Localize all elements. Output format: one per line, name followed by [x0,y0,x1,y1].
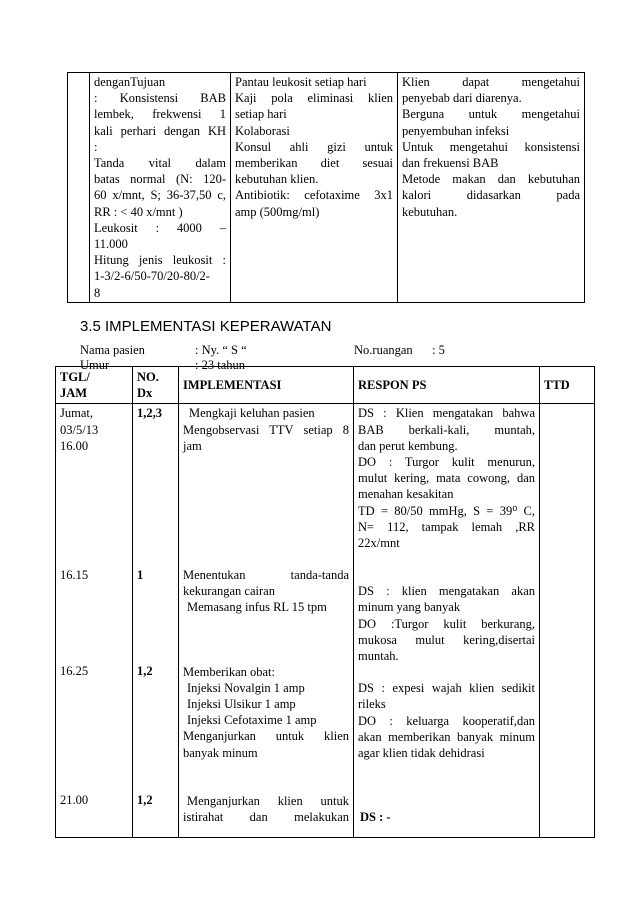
time-line: 21.00 [60,793,89,808]
text-line: Mengkaji keluhan pasien [189,406,315,421]
text-line: 22x/mnt [358,536,400,551]
date-time-cell [56,404,133,838]
text-line: Hitung jenis leukosit : [94,253,226,268]
text-line: penyebab dari diarenya. [402,91,522,106]
text-line: jam [183,438,202,453]
text-line: rileks [358,697,386,712]
dx-number: 1,2 [137,793,153,808]
text-line: Memasang infus RL 15 tpm [187,600,327,615]
header-dx: Dx [137,386,153,401]
patient-name-value: : Ny. “ S “ [195,343,247,357]
text-line: Leukosit : 4000 – [94,220,226,235]
text-line: Memberikan obat: [183,664,275,679]
age-label: Umur [80,358,110,372]
room-label: No.ruangan [354,343,413,357]
patient-name-label: Nama pasien [80,343,145,357]
text-line: Menentukan tanda-tanda [183,568,349,583]
text-line: 60 x/mnt, S; 36-37,50 c, [94,188,226,203]
header-ttd: TTD [540,367,595,404]
date-line: Jumat, [60,406,93,421]
time-line: 16.15 [60,568,89,583]
text-line: 11.000 [94,237,128,252]
text-line: TD = 80/50 mmHg, S = 39⁰ C, [358,503,535,518]
text-line: Kolaborasi [235,123,290,138]
text-line: : Konsistensi BAB [94,91,226,106]
text-line: DS : - [360,810,391,825]
text-line: Mengobservasi TTV setiap 8 [183,422,349,437]
text-line: kali perhari dengan KH [94,123,226,138]
text-line: setiap hari [235,107,287,122]
text-line: Injeksi Ulsikur 1 amp [187,697,296,712]
response-cell [354,404,540,838]
text-line: Antibiotik: cefotaxime 3x1 [235,188,393,203]
text-line: kalori didasarkan pada [402,188,580,203]
text-line: kekurangan cairan [183,584,275,599]
text-line: kebutuhan klien. [235,172,319,187]
date-line: 03/5/13 [60,422,99,437]
intervention-cell [231,73,398,303]
time-line: 16.25 [60,664,89,679]
text-line: 8 [94,285,101,300]
age-value: : 23 tahun [195,358,245,372]
dx-number: 1,2,3 [137,406,162,421]
text-line: DS : Klien mengatakan bahwa [358,406,535,421]
text-line: DO : Turgor kulit menurun, [358,455,535,470]
implementation-cell [179,404,354,838]
text-line: 1-3/2-6/50-70/20-80/2- [94,269,210,284]
intervention-table [67,72,585,303]
text-line: mulut kering, mata cowong, dan [358,471,535,486]
dx-number: 1 [137,567,144,582]
text-line: denganTujuan [94,75,166,89]
text-line: memberikan diet sesuai [235,156,393,171]
text-line: mukosa mulut kering,disertai [358,632,535,647]
text-line: dan frekuensi BAB [402,156,499,171]
header-jam: JAM [60,386,88,401]
header-no-dx [133,367,179,404]
text-line: Pantau leukosit setiap hari [235,75,367,89]
text-line: lembek, frekwensi 1 [94,107,226,122]
text-line: minum yang banyak [358,600,461,615]
text-line: penyembuhan infeksi [402,123,510,138]
text-line: DS : klien mengatakan akan [358,584,535,599]
room-value: : 5 [432,343,445,357]
dx-number: 1,2 [137,663,153,678]
header-tgl-jam [56,367,133,404]
text-line: amp (500mg/ml) [235,204,320,219]
text-line: Untuk mengetahui konsistensi [402,139,580,154]
text-line: akan memberikan banyak minum [358,729,535,744]
text-line: : [94,139,98,154]
text-line: Menganjurkan klien untuk [187,793,349,808]
text-line: istirahat dan melakukan [183,810,349,825]
text-line: Menganjurkan untuk klien [183,729,349,744]
text-line: muntah. [358,649,399,664]
text-line: BAB berkali-kali, muntah, [358,422,535,437]
text-line: Tanda vital dalam [94,156,226,171]
text-line: DO : keluarga kooperatif,dan [358,713,535,728]
rationale-cell [398,73,585,303]
header-respon: RESPON PS [354,367,540,404]
text-line: dan perut kembung. [358,438,458,453]
text-line: Metode makan dan kebutuhan [402,172,580,187]
text-line: Berguna untuk mengetahui [402,107,580,122]
time-line: 16.00 [60,438,89,453]
header-row [56,367,595,404]
text-line: Kaji pola eliminasi klien [235,91,393,106]
text-line: DS : expesi wajah klien sedikit [358,681,535,696]
goal-criteria-cell [90,73,231,303]
text-line: Konsul ahli gizi untuk [235,139,393,154]
text-line: N= 112, tampak lemah ,RR [358,519,535,534]
implementation-table [55,366,595,838]
text-line: DO :Turgor kulit berkurang, [358,616,535,631]
text-line: kebutuhan. [402,204,458,219]
text-line: menahan kesakitan [358,487,454,502]
section-heading: 3.5 IMPLEMENTASI KEPERAWATAN [80,318,332,335]
header-implementasi: IMPLEMENTASI [179,367,354,404]
text-line: Injeksi Novalgin 1 amp [187,680,305,695]
text-line: RR : < 40 x/mnt ) [94,204,183,219]
text-line: Klien dapat mengetahui [402,75,580,89]
text-line: agar klien tidak dehidrasi [358,746,485,761]
blank-cell [68,73,90,303]
signature-cell [540,404,595,838]
text-line: batas normal (N: 120- [94,172,226,187]
header-tgl: TGL/ [60,370,90,384]
text-line: Injeksi Cefotaxime 1 amp [187,713,317,728]
text-line: banyak minum [183,745,258,760]
header-no: NO. [137,370,159,384]
dx-cell [133,404,179,838]
table-row [56,404,595,838]
